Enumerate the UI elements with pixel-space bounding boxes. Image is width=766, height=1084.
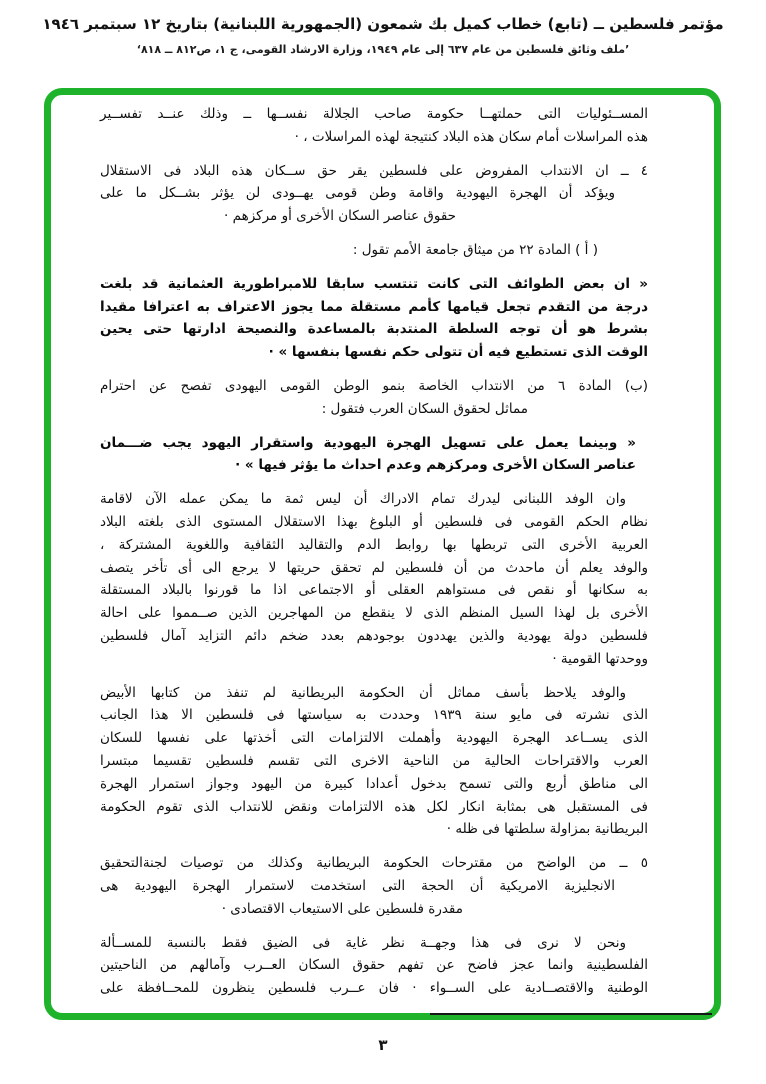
- text-line: مقدرة فلسطين على الاستيعاب الاقتصادى ·: [221, 900, 463, 917]
- text-line: العرب والاقتراحات الحالية من الناحية الاخرى التى تقسم فلسطين تقسيما مبتسرا: [100, 752, 648, 769]
- text-line: الأخرى بل لهذا السيل المنظم الذى لا ينقطع من المهاجرين الذين صــمموا على احالة: [100, 605, 648, 622]
- document-source-citation: ’ملف وثائق فلسطين من عام ٦٣٧ إلى عام ١٩٤٩، وزارة الارشاد القومى، ج ١، ص٨١٢ ــ ٨١٨‘: [136, 43, 630, 56]
- text-line: هذه المراسلات أمام سكان هذه البلاد كنتيجة لهذه المراسلات ، ·: [294, 128, 648, 145]
- text-line: ٥ ــ من الواضح من مقترحات الحكومة البريطانية وكذلك من توصيات لجنةالتحقيق: [100, 855, 648, 872]
- text-line: مماثل لحقوق السكان العرب فتقول :: [321, 400, 528, 417]
- paragraph: [100, 273, 648, 364]
- text-line: وان الوفد اللبنانى ليدرك تمام الادراك أن ليس ثمة ما يمكن عمله الآن لاقامة: [100, 491, 626, 508]
- paragraph: [100, 375, 648, 421]
- scan-edge-line: [430, 1013, 712, 1015]
- text-line: ونحن لا نرى فى هذا وجهــة نظر غاية فى الضيق فقط بالنسبة للمســألة: [100, 934, 626, 951]
- text-line: عناصر السكان الأخرى ومركزهم وعدم احداث ما يؤثر فيها » ·: [235, 457, 636, 474]
- document-header: [20, 12, 746, 58]
- paragraph: [100, 488, 648, 670]
- text-line: « ان بعض الطوائف التى كانت تنتسب سابقا للامبراطورية العثمانية قد بلغت: [100, 275, 648, 292]
- text-line: الى مناطق أربع والتى تسمح بدخول أعدادا كبيرة من اليهود وجواز استمرار الهجرة: [100, 775, 648, 792]
- text-line: « وبينما يعمل على تسهيل الهجرة اليهودية واستقرار اليهود يجب ضـــمان: [100, 434, 636, 451]
- text-line: بشرط هو أن توجه السلطة المنتدبة بالمساعدة والنصيحة ادارتها حتى يحين: [100, 321, 648, 338]
- document-title: مؤتمر فلسطين ــ (تابع) خطاب كميل بك شمعون (الجمهورية اللبنانية) بتاريخ ١٢ سبتمبر ١٩٤٦: [42, 15, 724, 33]
- text-line: والوفد يلاحظ بأسف مماثل أن الحكومة البريطانية لم تنفذ من كتابها الأبيض: [100, 684, 626, 701]
- text-line: العربية الأخرى التى تربطها بها روابط الدم والتقاليد الثقافية واللغوية المشتركة ،: [100, 536, 648, 553]
- text-line: (ب) المادة ٦ من الانتداب الخاصة بنمو الوطن القومى اليهودى تفصح عن احترام: [100, 377, 648, 394]
- text-line: والوفد يعلم أن ماحدث من أن فلسطين لم تحقق حريتها لا يرجع الى أى تأخر يتصف: [100, 559, 648, 576]
- text-line: ٤ ــ ان الانتداب المفروض على فلسطين يقر حق ســكان هذه البلاد فى الاستقلال: [100, 162, 648, 179]
- page-number: ٣: [378, 1036, 388, 1054]
- paragraph: [100, 932, 648, 1000]
- text-line: الذى نشرته فى مايو سنة ١٩٣٩ وحددت به سياستها فى فلسطين الا هذا الجانب: [100, 707, 648, 724]
- paragraph: [100, 239, 648, 262]
- document-body: [100, 103, 648, 1011]
- text-line: الوقت الذى تستطيع فيه أن تتولى حكم نفسها بنفسها » ·: [268, 344, 648, 361]
- text-line: فى المستقبل هى بمثابة انكار لكل هذه الالتزامات ونقض للانتداب الذى تقوم الحكومة: [100, 798, 648, 815]
- text-line: حقوق عناصر السكان الأخرى أو مركزهم ·: [224, 208, 456, 225]
- paragraph: [100, 682, 648, 842]
- text-line: به سكانها أو نقص فى مستواهم العقلى أو الاجتماعى اذا ما قورنوا بالبلاد المستقلة: [100, 582, 648, 599]
- paragraph: [100, 852, 648, 920]
- text-line: الوطنية والاقتصــادية على الســواء · فان عــرب فلسطين ينظرون للمحــافظة على: [100, 980, 648, 997]
- paragraph: [100, 160, 648, 228]
- text-line: المســئوليات التى حملتهــا حكومة صاحب الجلالة نفســها ــ وذلك عنــد تفســير: [100, 106, 648, 122]
- text-line: الانجليزية الامريكية أن الحجة التى استخدمت لاستمرار الهجرة اليهودية هى: [100, 877, 615, 894]
- text-line: ووحدتها القومية ·: [552, 650, 648, 667]
- text-line: فلسطين دولة يهودية والذين يهددون بوجودهم بعدد ضخم دائم التزايد آمال فلسطين: [100, 627, 648, 644]
- paragraph: [100, 432, 648, 478]
- paragraph: [100, 103, 648, 149]
- text-line: البريطانية بمزاولة سلطتها فى ظله ·: [446, 821, 648, 838]
- text-line: درجة من التقدم تجعل قيامها كأمم مستقلة مما يجوز الاعتراف به اعترافا مقيدا: [100, 298, 648, 315]
- text-line: ويؤكد أن الهجرة اليهودية واقامة وطن قومى يهــودى لن يؤثر بشــكل ما على: [100, 185, 615, 202]
- text-line: نظام الحكم القومى فى فلسطين أو البلوغ بهذا الاستقلال المستوى الذى بلغته البلاد: [100, 513, 648, 530]
- text-line: الذى يســاعد الهجرة اليهودية وأهملت الالتزامات التى أخذتها على نفسها للسكان: [100, 730, 648, 747]
- text-line: الفلسطينية وانما عجز فاضح عن تفهم حقوق السكان العــرب وآمالهم من الناحيتين: [100, 957, 648, 974]
- text-line: ( أ ) المادة ٢٢ من ميثاق جامعة الأمم تقول :: [352, 241, 598, 258]
